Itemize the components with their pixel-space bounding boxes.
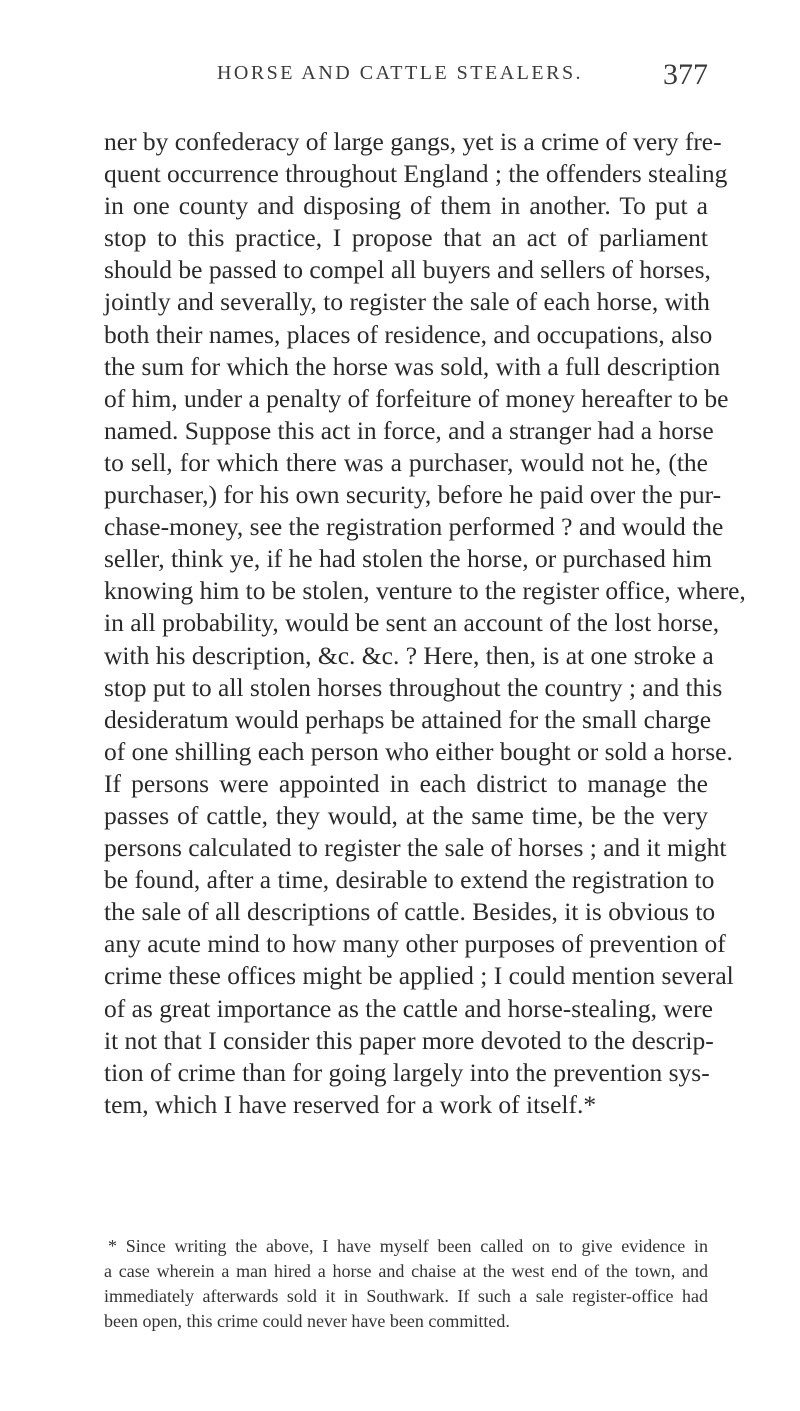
body-line: be found, after a time, desirable to extend the registration to xyxy=(104,865,715,895)
body-line: the sale of all descriptions of cattle. Besides, it is obvious to xyxy=(104,897,716,927)
footnote-line: been open, this crime could never have been committed. xyxy=(104,1311,510,1331)
body-line: should be passed to compel all buyers and sellers of horses, xyxy=(104,255,711,285)
body-line: ner by confederacy of large gangs, yet is a crime of very fre- xyxy=(104,127,722,156)
body-line: persons calculated to register the sale of horses ; and it might xyxy=(104,833,727,863)
body-line: desideratum would perhaps be attained for the small charge xyxy=(104,704,712,734)
body-line: jointly and severally, to register the sale of each horse, with xyxy=(104,287,710,317)
body-line: crime these offices might be applied ; I could mention several xyxy=(104,961,734,991)
body-line: the sum for which the horse was sold, with a full description xyxy=(104,351,721,381)
body-line: of as great importance as the cattle and horse-stealing, were xyxy=(104,993,713,1023)
body-line: both their names, places of residence, and occupations, also xyxy=(104,319,713,349)
page-number: 377 xyxy=(663,58,708,91)
body-line: purchaser,) for his own security, before he paid over the pur- xyxy=(104,480,722,510)
body-line: with his description, &c. &c. ? Here, then, is at one stroke a xyxy=(104,640,714,670)
body-line: of one shilling each person who either bought or sold a horse. xyxy=(104,736,733,766)
body-line: tion of crime than for going largely into the prevention sys- xyxy=(104,1057,710,1087)
body-line: to sell, for which there was a purchaser, would not he, (the xyxy=(104,447,708,477)
footnote-line: immediately afterwards sold it in Southwark. If such a sale register-office had xyxy=(104,1286,708,1306)
body-line: chase-money, see the registration performed ? and would the xyxy=(104,512,724,542)
body-line: stop put to all stolen horses throughout the country ; and this xyxy=(104,672,723,702)
running-title: HORSE AND CATTLE STEALERS. xyxy=(216,62,584,84)
body-line: it not that I consider this paper more devoted to the descrip- xyxy=(104,1025,714,1055)
footnote-line: * Since writing the above, I have myself been called on to give evidence in xyxy=(108,1236,708,1256)
running-head xyxy=(0,58,800,98)
body-line: knowing him to be stolen, venture to the register office, where, xyxy=(104,576,746,606)
body-line: any acute mind to how many other purposes of prevention of xyxy=(104,929,726,959)
footnote-line: a case wherein a man hired a horse and chaise at the west end of the town, and xyxy=(104,1261,708,1281)
body-line: seller, think ye, if he had stolen the horse, or purchased him xyxy=(104,544,712,574)
body-line: passes of cattle, they would, at the same time, be the very xyxy=(104,800,708,830)
footnote xyxy=(104,1234,708,1334)
body-line: in all probability, would be sent an account of the lost horse, xyxy=(104,608,720,638)
body-line: stop to this practice, I propose that an act of parliament xyxy=(104,223,708,253)
body-line: named. Suppose this act in force, and a stranger had a horse xyxy=(104,415,714,445)
body-line: quent occurrence throughout England ; the offenders stealing xyxy=(104,159,728,189)
body-line: in one county and disposing of them in another. To put a xyxy=(104,191,708,221)
body-line: tem, which I have reserved for a work of itself.* xyxy=(104,1089,597,1119)
body-line: If persons were appointed in each district to manage the xyxy=(104,768,708,798)
body-line: of him, under a penalty of forfeiture of money hereafter to be xyxy=(104,383,729,413)
body-text xyxy=(104,126,746,1121)
